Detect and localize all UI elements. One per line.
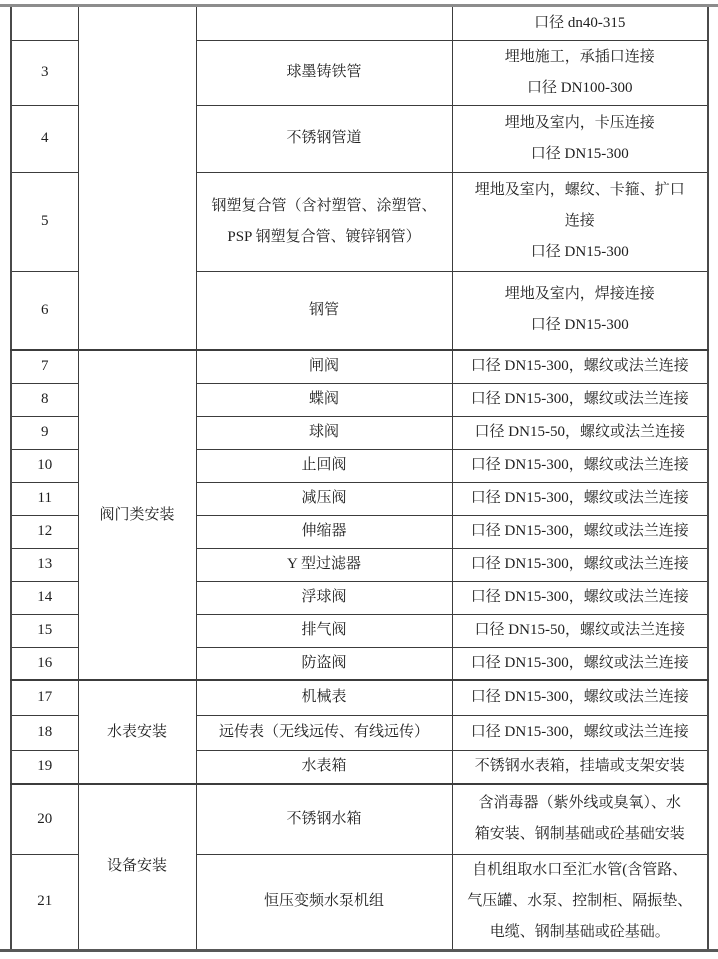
spec-line: 口径 DN15-300 bbox=[530, 317, 629, 334]
table-row bbox=[11, 784, 708, 854]
spec-cell: 口径 DN15-50，螺纹或法兰连接 bbox=[452, 614, 708, 647]
spec-line: 气压罐、水泵、控制柜、隔振垫、 bbox=[467, 893, 693, 910]
spec-line: 箱安装、钢制基础或砼基础安装 bbox=[474, 826, 685, 843]
spec-cell: 口径 DN15-300，螺纹或法兰连接 bbox=[452, 449, 708, 482]
item-line: 钢塑复合管（含衬塑管、涂塑管、 bbox=[211, 197, 437, 214]
item-cell: 机械表 bbox=[196, 680, 452, 715]
item-cell: 不锈钢水箱 bbox=[196, 784, 452, 854]
item-cell: 伸缩器 bbox=[196, 515, 452, 548]
item-cell: 钢管 bbox=[196, 271, 452, 350]
item-line: PSP 钢塑复合管、镀锌钢管） bbox=[227, 228, 421, 245]
row-number-cell: 15 bbox=[11, 614, 78, 647]
spec-cell: 口径 DN15-300，螺纹或法兰连接 bbox=[452, 647, 708, 680]
page-bottom-rule bbox=[0, 949, 718, 952]
row-number-cell: 10 bbox=[11, 449, 78, 482]
row-number-cell: 11 bbox=[11, 482, 78, 515]
installation-items-table bbox=[10, 7, 709, 950]
item-cell: 球阀 bbox=[196, 416, 452, 449]
row-number-cell: 8 bbox=[11, 383, 78, 416]
row-number-cell: 16 bbox=[11, 647, 78, 680]
item-cell: Y 型过滤器 bbox=[196, 548, 452, 581]
item-cell: 减压阀 bbox=[196, 482, 452, 515]
row-number-cell: 13 bbox=[11, 548, 78, 581]
spec-line: 电缆、钢制基础或砼基础。 bbox=[489, 924, 670, 941]
row-number-cell: 3 bbox=[11, 40, 78, 105]
category-cell bbox=[78, 7, 196, 350]
item-cell: 远传表（无线远传、有线远传） bbox=[196, 715, 452, 750]
row-number-cell: 6 bbox=[11, 271, 78, 350]
row-number-cell: 12 bbox=[11, 515, 78, 548]
category-cell-valves: 阀门类安装 bbox=[78, 350, 196, 680]
item-cell: 恒压变频水泵机组 bbox=[196, 854, 452, 949]
table-row bbox=[11, 350, 708, 383]
spec-cell: 口径 DN15-300，螺纹或法兰连接 bbox=[452, 350, 708, 383]
item-cell: 闸阀 bbox=[196, 350, 452, 383]
item-cell: 水表箱 bbox=[196, 750, 452, 784]
table-row bbox=[11, 680, 708, 715]
item-cell: 排气阀 bbox=[196, 614, 452, 647]
spec-line: 口径 DN100-300 bbox=[527, 79, 633, 96]
spec-line: 埋地及室内，螺纹、卡箍、扩口 bbox=[474, 182, 685, 198]
spec-cell bbox=[452, 105, 708, 172]
category-cell-equipment: 设备安装 bbox=[78, 784, 196, 949]
item-cell: 蝶阀 bbox=[196, 383, 452, 416]
spec-cell: 口径 DN15-300，螺纹或法兰连接 bbox=[452, 581, 708, 614]
item-cell: 不锈钢管道 bbox=[196, 105, 452, 172]
spec-line: 含消毒器（紫外线或臭氧）、水 bbox=[478, 795, 681, 812]
spec-line: 口径 DN15-300 bbox=[530, 145, 629, 162]
row-number-cell bbox=[11, 7, 78, 40]
row-number-cell: 20 bbox=[11, 784, 78, 854]
spec-line: 埋地施工，承插口连接 bbox=[504, 48, 655, 65]
spec-cell: 口径 DN15-300，螺纹或法兰连接 bbox=[452, 548, 708, 581]
row-number-cell: 18 bbox=[11, 715, 78, 750]
spec-cell bbox=[452, 271, 708, 350]
item-cell bbox=[196, 7, 452, 40]
spec-cell bbox=[452, 784, 708, 854]
spec-cell: 口径 DN15-50，螺纹或法兰连接 bbox=[452, 416, 708, 449]
row-number-cell: 9 bbox=[11, 416, 78, 449]
spec-cell bbox=[452, 172, 708, 271]
spec-line: 口径 DN15-300 bbox=[530, 244, 629, 260]
category-cell-water-meters: 水表安装 bbox=[78, 680, 196, 784]
item-cell: 球墨铸铁管 bbox=[196, 40, 452, 105]
spec-cell: 口径 DN15-300，螺纹或法兰连接 bbox=[452, 715, 708, 750]
row-number-cell: 14 bbox=[11, 581, 78, 614]
spec-cell: 口径 DN15-300，螺纹或法兰连接 bbox=[452, 515, 708, 548]
spec-cell: 口径 DN15-300，螺纹或法兰连接 bbox=[452, 482, 708, 515]
item-cell: 防盗阀 bbox=[196, 647, 452, 680]
spec-cell bbox=[452, 40, 708, 105]
spec-line: 埋地及室内，卡压连接 bbox=[504, 114, 655, 131]
item-cell bbox=[196, 172, 452, 271]
spec-line: 埋地及室内，焊接连接 bbox=[504, 286, 655, 303]
spec-cell: 口径 DN15-300，螺纹或法兰连接 bbox=[452, 680, 708, 715]
table-row bbox=[11, 7, 708, 40]
row-number-cell: 7 bbox=[11, 350, 78, 383]
spec-cell: 不锈钢水表箱，挂墙或支架安装 bbox=[452, 750, 708, 784]
spec-cell: 口径 DN15-300，螺纹或法兰连接 bbox=[452, 383, 708, 416]
spec-cell bbox=[452, 854, 708, 949]
spec-cell: 口径 dn40-315 bbox=[452, 7, 708, 40]
row-number-cell: 5 bbox=[11, 172, 78, 271]
row-number-cell: 4 bbox=[11, 105, 78, 172]
row-number-cell: 21 bbox=[11, 854, 78, 949]
spec-line: 自机组取水口至汇水管(含管路、 bbox=[472, 862, 688, 879]
item-cell: 浮球阀 bbox=[196, 581, 452, 614]
row-number-cell: 17 bbox=[11, 680, 78, 715]
item-cell: 止回阀 bbox=[196, 449, 452, 482]
spec-line: 连接 bbox=[564, 213, 595, 229]
row-number-cell: 19 bbox=[11, 750, 78, 784]
